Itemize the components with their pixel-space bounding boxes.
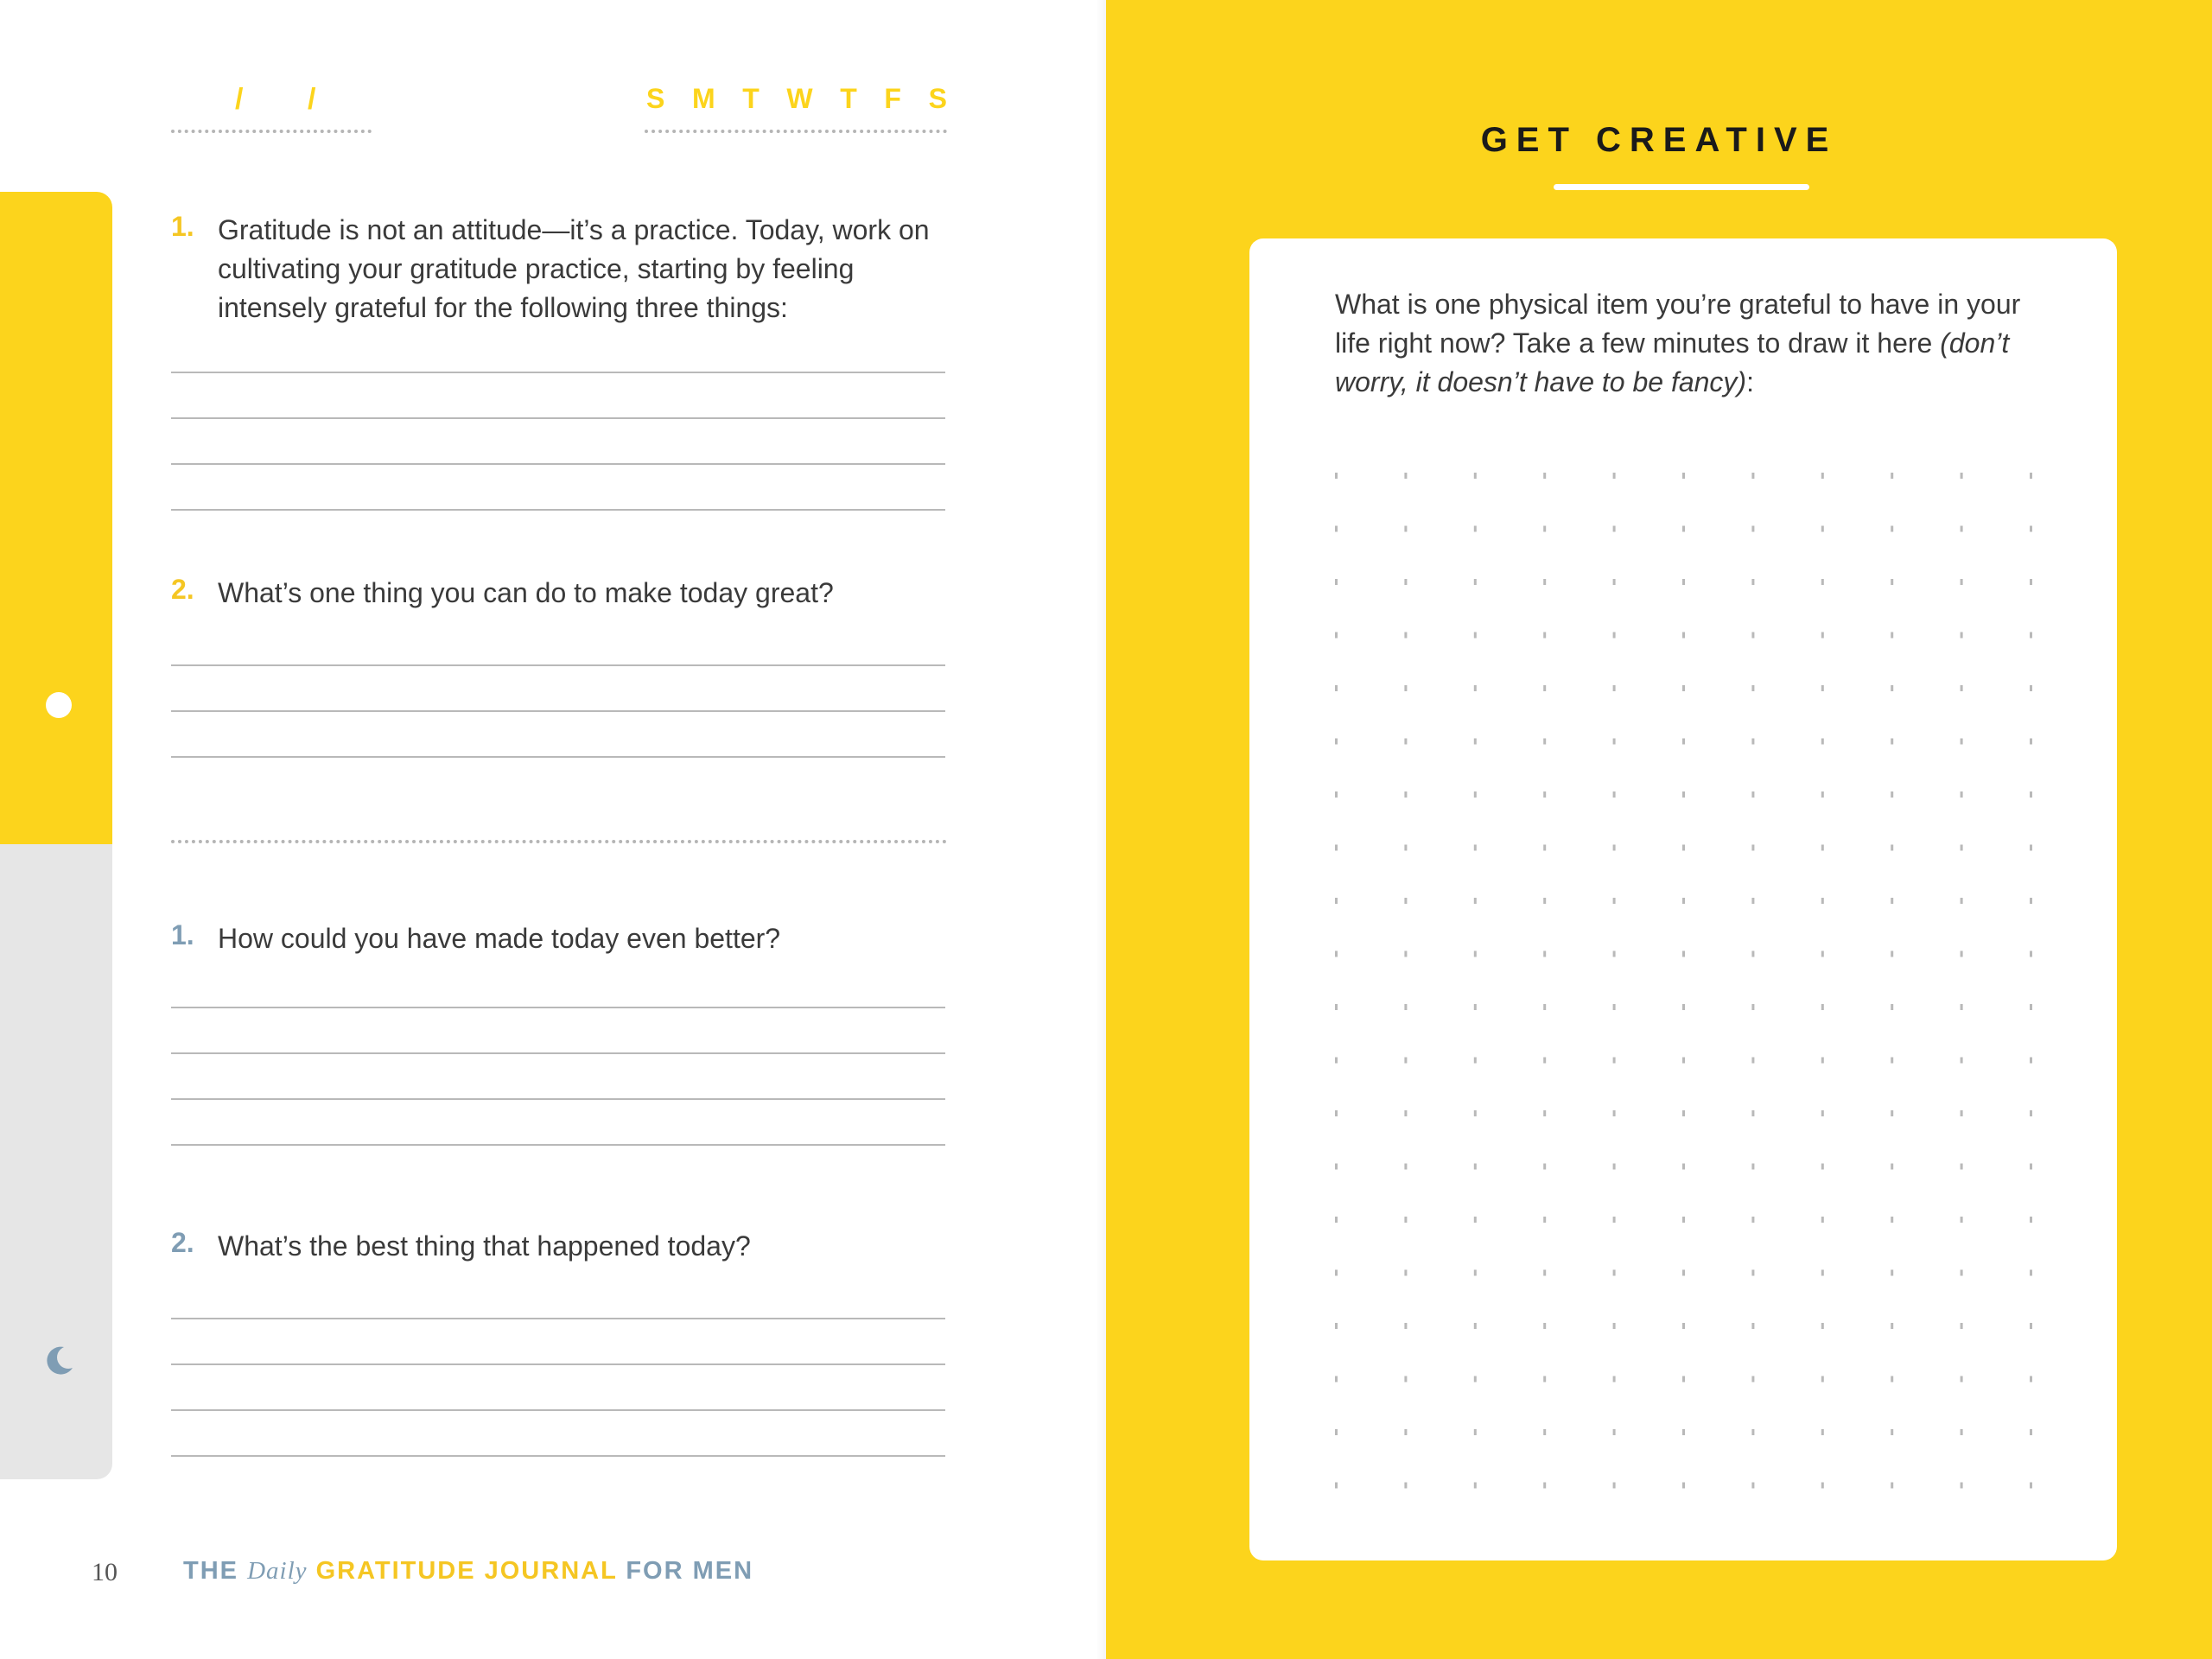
grid-dot [1751,473,1754,479]
sun-icon [46,692,72,718]
grid-dot [1404,1217,1407,1223]
grid-dot [2030,526,2032,532]
grid-dot [1751,1270,1754,1276]
grid-dot [1961,526,1963,532]
grid-dot [2030,898,2032,904]
grid-dot [1543,1110,1546,1116]
question-text: What’s the best thing that happened today? [218,1230,751,1262]
grid-dot [1543,1483,1546,1489]
grid-dot [2030,845,2032,851]
grid-dot [1682,845,1685,851]
grid-dot [1821,898,1824,904]
grid-dot [1821,473,1824,479]
grid-dot [1682,1004,1685,1010]
grid-dot [1404,1376,1407,1382]
grid-dot [1335,951,1338,957]
grid-dot [1821,685,1824,691]
grid-dot [1961,1164,1963,1170]
grid-dot [1821,1429,1824,1435]
grid-dot [1543,632,1546,639]
grid-dot [1474,1483,1477,1489]
grid-dot [1335,1483,1338,1489]
grid-dot [1821,791,1824,798]
grid-dot [1682,526,1685,532]
grid-dot [1682,791,1685,798]
answer-line[interactable] [171,417,945,419]
grid-dot [1891,685,1893,691]
grid-dot [1404,473,1407,479]
grid-dot [1613,1429,1616,1435]
grid-dot [1961,739,1963,745]
grid-dot [1682,739,1685,745]
grid-dot [1474,1058,1477,1064]
grid-dot [1751,1164,1754,1170]
grid-dot [1961,1483,1963,1489]
grid-dot [1682,1323,1685,1329]
grid-dot [2030,791,2032,798]
grid-dot [1891,1323,1893,1329]
answer-line[interactable] [171,756,945,758]
grid-dot [1961,685,1963,691]
answer-line[interactable] [171,1318,945,1319]
grid-dot [1891,473,1893,479]
grid-dot [1751,1110,1754,1116]
grid-dot [1543,1058,1546,1064]
grid-dot [1335,526,1338,532]
grid-dot [1613,632,1616,639]
grid-dot [1751,845,1754,851]
answer-line[interactable] [171,1455,945,1457]
date-header [171,83,947,143]
grid-dot [1891,1110,1893,1116]
morning-tab [0,192,112,844]
grid-dot [1404,1058,1407,1064]
grid-dot [1335,579,1338,585]
grid-dot [1682,1058,1685,1064]
grid-dot [1961,845,1963,851]
grid-dot [1613,1483,1616,1489]
grid-dot [1543,473,1546,479]
grid-dot [1682,898,1685,904]
grid-dot [1751,791,1754,798]
grid-dot [1891,1217,1893,1223]
grid-dot [1821,526,1824,532]
grid-dot [1961,791,1963,798]
grid-dot [1891,579,1893,585]
grid-dot [1891,845,1893,851]
grid-dot [1474,739,1477,745]
grid-dot [1821,1270,1824,1276]
grid-dot [1335,898,1338,904]
grid-dot [1682,951,1685,957]
grid-dot [1682,685,1685,691]
grid-dot [1613,1270,1616,1276]
grid-dot [1474,1110,1477,1116]
title-the: THE [183,1557,238,1585]
grid-dot [1682,1429,1685,1435]
grid-dot [1613,685,1616,691]
grid-dot [1821,579,1824,585]
grid-dot [1335,1217,1338,1223]
grid-dot [1751,1217,1754,1223]
grid-dot [1474,1217,1477,1223]
grid-dot [1613,1376,1616,1382]
grid-dot [1891,951,1893,957]
title-for-men: FOR MEN [626,1557,754,1585]
day-thursday[interactable]: T [840,83,857,114]
grid-dot [1891,1164,1893,1170]
grid-dot [1682,1270,1685,1276]
grid-dot [1613,739,1616,745]
grid-dot [1961,898,1963,904]
question-number: 1. [171,919,194,950]
grid-dot [1335,1376,1338,1382]
grid-dot [1335,685,1338,691]
grid-dot [1543,845,1546,851]
side-tab [0,192,112,1479]
section-title: GET CREATIVE [1480,121,1838,159]
grid-dot [1821,1376,1824,1382]
date-separator: / [235,83,244,116]
grid-dot [1961,1217,1963,1223]
grid-dot [1961,579,1963,585]
question-text: How could you have made today even better? [218,923,781,954]
grid-dot [1474,685,1477,691]
grid-dot [1404,632,1407,639]
day-friday[interactable]: F [884,83,901,114]
grid-dot [1335,1164,1338,1170]
answer-line[interactable] [171,463,945,465]
grid-dot [1751,685,1754,691]
grid-dot [1404,739,1407,745]
grid-dot [1474,526,1477,532]
grid-dot [1404,1270,1407,1276]
grid-dot [1891,632,1893,639]
grid-dot [1474,845,1477,851]
grid-dot [1751,1323,1754,1329]
grid-dot [1404,1429,1407,1435]
grid-dot [1682,1217,1685,1223]
drawing-prompt [1335,285,2044,402]
grid-dot [1821,1217,1824,1223]
grid-dot [1543,1376,1546,1382]
grid-dot [1543,791,1546,798]
grid-dot [1821,845,1824,851]
answer-line[interactable] [171,509,945,511]
grid-dot [1961,632,1963,639]
grid-dot [1821,1058,1824,1064]
grid-dot [1961,1270,1963,1276]
grid-dot [1891,1270,1893,1276]
day-tuesday[interactable]: T [742,83,760,114]
day-saturday[interactable]: S [928,83,947,114]
grid-dot [1474,632,1477,639]
grid-dot [1474,1429,1477,1435]
grid-dot [1543,951,1546,957]
grid-dot [1474,951,1477,957]
grid-dot [1682,473,1685,479]
grid-dot [1891,1376,1893,1382]
title-daily: Daily [247,1557,308,1585]
grid-dot [1543,579,1546,585]
grid-dot [1474,1323,1477,1329]
grid-dot [1543,685,1546,691]
grid-dot [1404,1323,1407,1329]
grid-dot [2030,1376,2032,1382]
grid-dot [1961,1058,1963,1064]
grid-dot [1682,579,1685,585]
grid-dot [1335,791,1338,798]
grid-dot [1891,1429,1893,1435]
grid-dot [1821,1323,1824,1329]
day-sunday[interactable]: S [646,83,665,114]
grid-dot [1404,526,1407,532]
grid-dot [1961,1004,1963,1010]
grid-dot [1335,632,1338,639]
grid-dot [1474,791,1477,798]
grid-dot [1335,1110,1338,1116]
grid-dot [1682,1110,1685,1116]
book-title [183,1557,753,1586]
grid-dot [1543,1217,1546,1223]
grid-dot [1751,1004,1754,1010]
grid-dot [1613,1004,1616,1010]
grid-dot [1335,1429,1338,1435]
grid-dot [1474,1164,1477,1170]
grid-dot [1751,1376,1754,1382]
weekday-underline [645,130,947,133]
grid-dot [1821,1483,1824,1489]
grid-dot [1474,473,1477,479]
grid-dot [1891,791,1893,798]
title-gratitude: GRATITUDE JOURNAL [315,1557,618,1585]
grid-dot [1682,1483,1685,1489]
grid-dot [1891,1004,1893,1010]
dot-grid[interactable] [1331,471,2039,1499]
grid-dot [1404,951,1407,957]
section-divider [171,840,947,843]
grid-dot [1543,1270,1546,1276]
grid-dot [1335,473,1338,479]
grid-dot [1404,1110,1407,1116]
grid-dot [1613,845,1616,851]
grid-dot [1961,1376,1963,1382]
prompt-end: : [1746,366,1754,397]
grid-dot [1404,1483,1407,1489]
answer-line[interactable] [171,1409,945,1411]
grid-dot [1335,1058,1338,1064]
grid-dot [1613,579,1616,585]
grid-dot [1961,1323,1963,1329]
prompt-italic: (don’t worry, it doesn’t have to be fancy) [1335,327,2010,397]
grid-dot [1543,1164,1546,1170]
grid-dot [1543,1004,1546,1010]
title-underline [1554,184,1809,190]
grid-dot [1613,898,1616,904]
grid-dot [1474,1376,1477,1382]
grid-dot [1335,845,1338,851]
evening-tab [0,844,112,1479]
page-number: 10 [92,1558,118,1586]
grid-dot [1961,1110,1963,1116]
grid-dot [1821,632,1824,639]
grid-dot [1613,526,1616,532]
grid-dot [1543,1429,1546,1435]
grid-dot [1613,1164,1616,1170]
grid-dot [1404,579,1407,585]
grid-dot [1543,898,1546,904]
grid-dot [1891,1483,1893,1489]
grid-dot [1682,632,1685,639]
grid-dot [1404,685,1407,691]
question-number: 1. [171,211,194,242]
date-separator: / [308,83,316,116]
question-number: 2. [171,574,194,605]
grid-dot [1335,1323,1338,1329]
grid-dot [1751,1058,1754,1064]
grid-dot [2030,1323,2032,1329]
answer-line[interactable] [171,1144,945,1146]
grid-dot [1751,1429,1754,1435]
grid-dot [1751,951,1754,957]
spine-shadow [1096,0,1106,1659]
grid-dot [1891,1058,1893,1064]
grid-dot [1404,1164,1407,1170]
grid-dot [1474,898,1477,904]
day-wednesday[interactable]: W [786,83,813,114]
grid-dot [2030,473,2032,479]
grid-dot [2030,1058,2032,1064]
grid-dot [2030,632,2032,639]
grid-dot [2030,1217,2032,1223]
grid-dot [2030,1164,2032,1170]
grid-dot [1751,526,1754,532]
grid-dot [1821,951,1824,957]
grid-dot [1404,791,1407,798]
answer-line[interactable] [171,372,945,373]
grid-dot [1682,1376,1685,1382]
grid-dot [1613,791,1616,798]
answer-line[interactable] [171,1363,945,1365]
grid-dot [1404,1004,1407,1010]
grid-dot [2030,951,2032,957]
grid-dot [1613,473,1616,479]
grid-dot [1961,1429,1963,1435]
grid-dot [1335,739,1338,745]
grid-dot [1613,1058,1616,1064]
grid-dot [2030,579,2032,585]
grid-dot [1613,1217,1616,1223]
answer-line[interactable] [171,664,945,666]
grid-dot [1613,1323,1616,1329]
grid-dot [1751,1483,1754,1489]
grid-dot [2030,1004,2032,1010]
grid-dot [1751,632,1754,639]
grid-dot [1474,1004,1477,1010]
grid-dot [1335,1270,1338,1276]
grid-dot [1821,739,1824,745]
grid-dot [2030,1429,2032,1435]
grid-dot [1682,1164,1685,1170]
grid-dot [1474,1270,1477,1276]
grid-dot [1543,526,1546,532]
grid-dot [1474,579,1477,585]
moon-icon [41,1344,76,1378]
date-field[interactable] [171,130,372,133]
grid-dot [2030,1270,2032,1276]
grid-dot [1821,1164,1824,1170]
grid-dot [2030,1483,2032,1489]
grid-dot [1961,473,1963,479]
grid-dot [1821,1110,1824,1116]
grid-dot [1751,898,1754,904]
grid-dot [2030,739,2032,745]
grid-dot [1543,739,1546,745]
day-monday[interactable]: M [691,83,715,114]
grid-dot [1404,898,1407,904]
weekday-selector [646,83,947,115]
grid-dot [1821,1004,1824,1010]
grid-dot [1613,1110,1616,1116]
grid-dot [1751,579,1754,585]
grid-dot [1613,951,1616,957]
grid-dot [1751,739,1754,745]
grid-dot [2030,685,2032,691]
grid-dot [1335,1004,1338,1010]
grid-dot [1404,845,1407,851]
question-number: 2. [171,1227,194,1258]
answer-line[interactable] [171,710,945,712]
grid-dot [1543,1323,1546,1329]
question-text: What’s one thing you can do to make today great? [218,577,834,608]
prompt-text: What is one physical item you’re grateful to have in your life right now? Take a few minutes to draw it here [1335,289,2021,359]
grid-dot [2030,1110,2032,1116]
grid-dot [1891,739,1893,745]
answer-line[interactable] [171,1098,945,1100]
answer-line[interactable] [171,1007,945,1008]
grid-dot [1891,898,1893,904]
grid-dot [1961,951,1963,957]
question-text: Gratitude is not an attitude—it’s a practice. Today, work on cultivating your gratitude practice, starting by feeling intensely grateful for the following three things: [218,214,930,323]
answer-line[interactable] [171,1052,945,1054]
grid-dot [1891,526,1893,532]
